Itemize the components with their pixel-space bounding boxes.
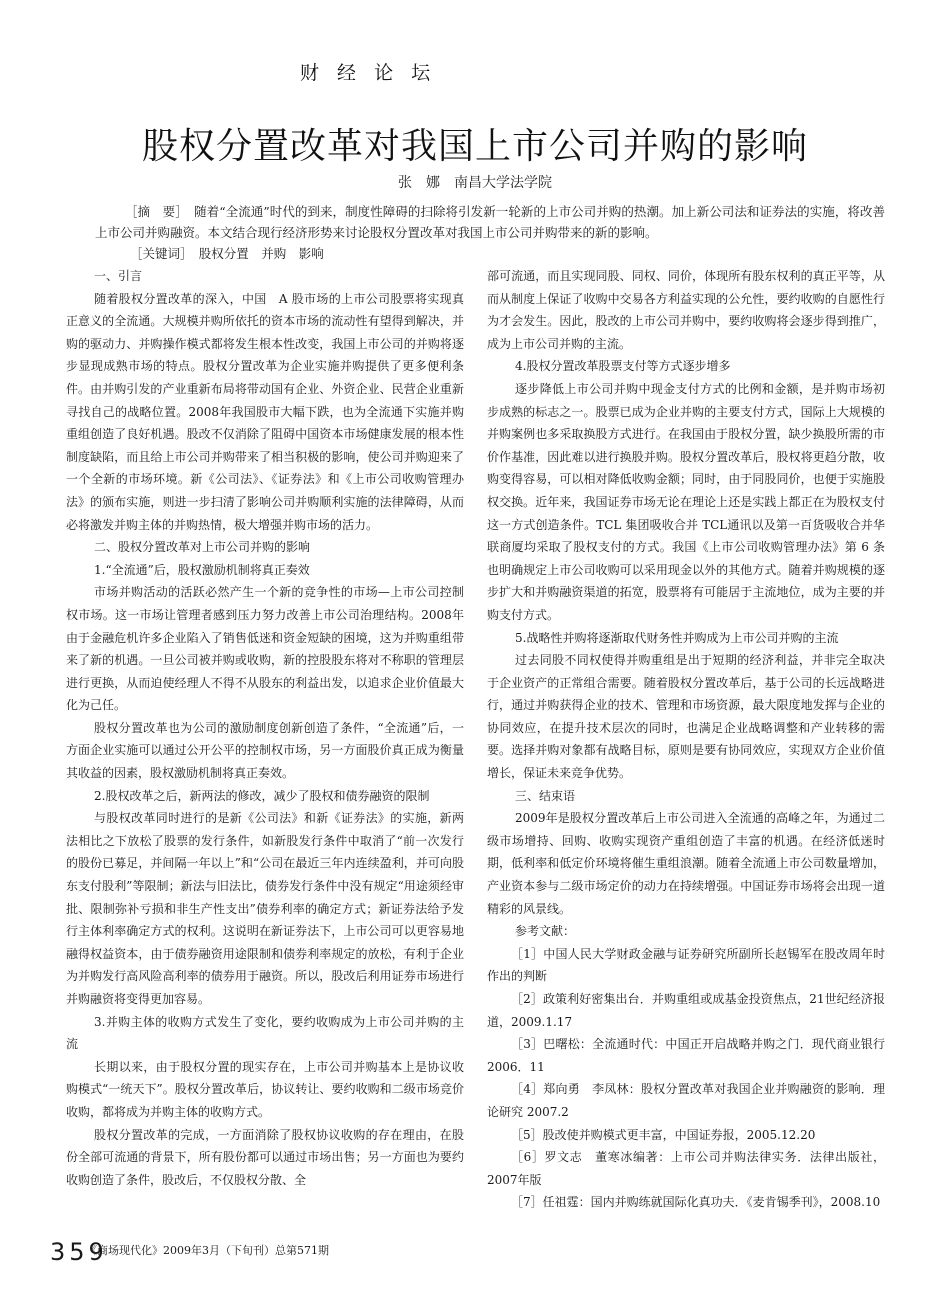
paragraph: 长期以来，由于股权分置的现实存在，上市公司并购基本上是协议收购模式“一统天下”。股权分置改革后，协议转让、要约收购和二级市场竞价收购，都将成为并购主体的收购方式。 <box>66 1059 464 1119</box>
section-heading: 一、引言 <box>94 269 143 283</box>
abstract: ［摘 要］ 随着“全流通”时代的到来，制度性障碍的扫除将引发新一轮新的上市公司并购的热潮。加上新公司法和证券法的实施，将改善上市公司并购融资。本文结合现行经济形势来讨论股权分置改革对我国上市公司并购带来的新的影响。 <box>95 204 885 240</box>
author-line: 张 娜 南昌大学法学院 <box>398 175 552 191</box>
reference-item: ［2］政策利好密集出台．并购重组或成基金投资焦点，21世纪经济报道，2009.1.17 <box>487 992 885 1029</box>
paragraph: 市场并购活动的活跃必然产生一个新的竞争性的市场—上市公司控制权市场。这一市场让管理者感到压力努力改善上市公司治理结构。2008年由于金融危机许多企业陷入了销售低迷和资金短缺的困境，这为并购重组带来了新的机遇。一旦公司被并购或收购，新的控股股东将对不称职的管理层进行更换，从而迫使经理人不得不从股东的利益出发，以追求企业价值最大化为己任。 <box>66 585 464 713</box>
paragraph: 部可流通，而且实现同股、同权、同价，体现所有股东权利的真正平等，从而从制度上保证了收购中交易各方利益实现的公允性，要约收购的自愿性行为才会发生。因此，股改的上市公司并购中，要约收购将会逐步得到推广，成为上市公司并购的主流。 <box>487 269 885 351</box>
section-heading: 2.股权改革之后，新两法的修改，减少了股权和债券融资的限制 <box>94 788 430 803</box>
keywords: ［关键词］ 股权分置 并购 影响 <box>130 246 324 261</box>
section-heading: 参考文献： <box>515 924 576 939</box>
reference-item: ［7］任祖霆：国内并购练就国际化真功夫．《麦肯锡季刊》，2008.10 <box>511 1195 881 1210</box>
right-column <box>487 265 885 1214</box>
paragraph: 过去同股不同权使得并购重组是出于短期的经济利益，并非完全取决于企业资产的正常组合需要。随着股权分置改革后，基于公司的长远战略进行，通过并购获得企业的技术、管理和市场资源，最大限度地发挥与企业的协同效应，在提升技术层次的同时，也满足企业战略调整和产业转移的需要。选择并购对象都有战略目标，原则是要有协同效应，实现双方企业价值增长，保证未来竞争优势。 <box>487 653 885 781</box>
section-heading: 三、结束语 <box>515 788 576 803</box>
article-title: 股权分置改革对我国上市公司并购的影响 <box>141 126 808 167</box>
section-heading: 4.股权分置改革股票支付等方式逐步增多 <box>515 359 731 374</box>
reference-item: ［3］巴曙松：全流通时代：中国正开启战略并购之门．现代商业银行 2006．11 <box>487 1037 885 1074</box>
column-label: 财 经 论 坛 <box>300 62 437 84</box>
paragraph: 股权分置改革的完成，一方面消除了股权协议收购的存在理由，在股份全部可流通的背景下，所有股份都可以通过市场出售；另一方面也为要约收购创造了条件，股改后，不仅股权分散、全 <box>66 1127 464 1187</box>
paragraph: 2009年是股权分置改革后上市公司进入全流通的高峰之年，为通过二级市场增持、回购、收购实现资产重组创造了丰富的机遇。在经济低迷时期，低利率和低定价环境将催生重组浪潮。随着全流通上市公司数量增加，产业资本参与二级市场定价的动力在持续增强。中国证券市场将会出现一道精彩的风景线。 <box>487 811 885 916</box>
reference-item: ［6］罗文志 董寒冰编著：上市公司并购法律实务．法律出版社，2007年版 <box>487 1150 885 1187</box>
journal-info: 《商场现代化》2009年3月（下旬刊）总第571期 <box>86 1244 329 1257</box>
page-number: 359 <box>50 1238 108 1266</box>
section-heading: 1.“全流通”后，股权激励机制将真正奏效 <box>94 562 310 577</box>
reference-item: ［1］中国人民大学财政金融与证券研究所副所长赵锡军在股改周年时作出的判断 <box>487 946 885 984</box>
paragraph: 与股权改革同时进行的是新《公司法》和新《证券法》的实施，新两法相比之下放松了股票的发行条件，如新股发行条件中取消了“前一次发行的股份已募足，并间隔一年以上”和“公司在最近三年内连续盈利，并可向股东支付股利”等限制；新法与旧法比，债券发行条件中没有规定“用途须经审批、限制弥补亏损和非生产性支出”债券利率的确定方式；新证券法给予发行主体利率确定方式的权利。这说明在新证券法下，上市公司可以更容易地融得权益资本，由于债券融资用途限制和债券利率规定的放松，有利于企业为并购发行高风险高利率的债券用于融资。所以，股改后利用证券市场进行并购融资将变得更加容易。 <box>66 811 464 1006</box>
left-column <box>66 265 464 1191</box>
reference-item: ［5］股改使并购模式更丰富，中国证券报，2005.12.20 <box>511 1127 816 1142</box>
section-heading: 二、股权分置改革对上市公司并购的影响 <box>94 540 311 555</box>
paragraph: 随着股权分置改革的深入，中国 A 股市场的上市公司股票将实现真正意义的全流通。大规模并购所依托的资本市场的流动性有望得到解决，并购的驱动力、并购操作模式都将发生根本性改变，我国上市公司的并购将逐步显现成熟市场的特点。股权分置改革为企业实施并购提供了更多便利条件。由并购引发的产业重新布局将带动国有企业、外资企业、民营企业重新寻找自己的战略位置。2008年我国股市大幅下跌，也为全流通下实施并购重组创造了良好机遇。股改不仅消除了阻碍中国资本市场健康发展的根本性制度缺陷，而且给上市公司并购带来了相当积极的影响，使公司并购迎来了一个全新的市场环境。新《公司法》、《证券法》和《上市公司收购管理办法》的颁布实施，则进一步扫清了影响公司并购顺利实施的法律障碍，从而必将激发并购主体的并购热情，极大增强并购市场的活力。 <box>66 291 464 532</box>
paragraph: 股权分置改革也为公司的激励制度创新创造了条件，“全流通”后，一方面企业实施可以通过公开公平的控制权市场，另一方面股价真正成为衡量其收益的因素，股权激励机制将真正奏效。 <box>66 720 464 781</box>
section-heading: 5.战略性并购将逐渐取代财务性并购成为上市公司并购的主流 <box>515 630 839 645</box>
section-heading: 3.并购主体的收购方式发生了变化，要约收购成为上市公司并购的主流 <box>66 1014 464 1052</box>
paragraph: 逐步降低上市公司并购中现金支付方式的比例和金额，是并购市场初步成熟的标志之一。股票已成为企业并购的主要支付方式，国际上大规模的并购案例也多采取换股方式进行。在我国由于股权分置，缺少换股所需的市价作基准，因此难以进行换股并购。股权分置改革后，股权将更趋分散，收购变得容易，可以相对降低收购金额；同时，由于同股同价，也便于实施股权交换。近年来，我国证券市场无论在理论上还是实践上都正在为股权支付这一方式创造条件。TCL 集团吸收合并 TCL通讯以及第一百货吸收合并华联商厦均采取了股权支付的方式。我国《上市公司收购管理办法》第 6 条也明确规定上市公司收购可以采用现金以外的其他方式。随着并购规模的逐步扩大和并购融资渠道的拓宽，股票将有可能居于主流地位，成为主要的并购支付方式。 <box>487 381 885 622</box>
reference-item: ［4］郑向勇 李凤林：股权分置改革对我国企业并购融资的影响．理论研究 2007.2 <box>487 1082 885 1119</box>
